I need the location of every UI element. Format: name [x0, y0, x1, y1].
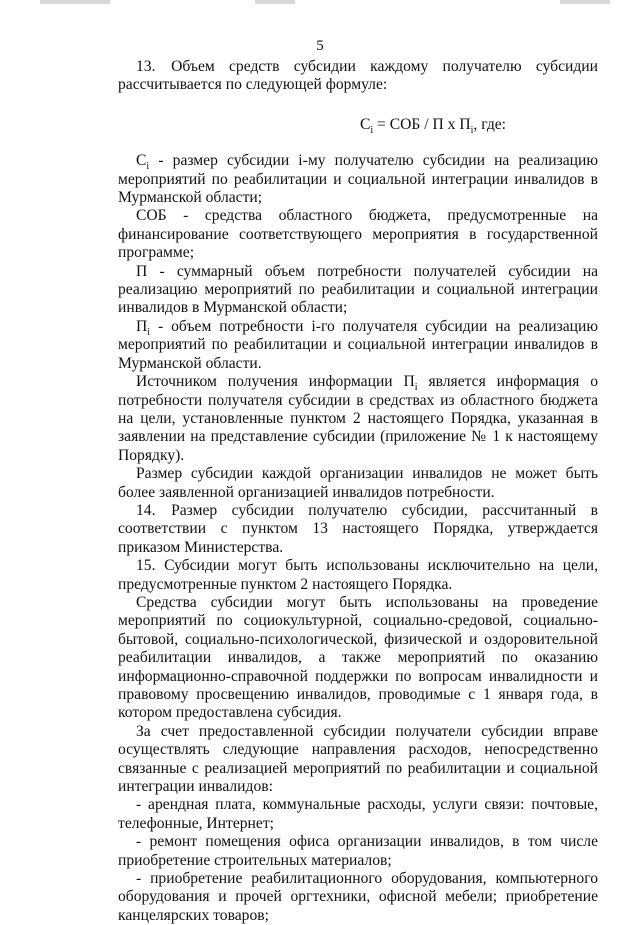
item-14: 14. Размер субсидии получателю субсидии, рассчитанный в соответствии с пунктом 13 настоящего Порядка, утверждается приказом Министерства. [118, 501, 598, 556]
item-15-usage: Средства субсидии могут быть использованы на проведение мероприятий по социокультурной, социально-средовой, социально-бытовой, социально-психологической, физической и оздоровительной реабилитации инвалидов, а также мероприятий по оказанию информационно-справочной поддержки по вопросам инвалидности и правовому просвещению инвалидов, проводимые с 1 января года, в котором предоставлена субсидия. [118, 593, 598, 722]
item-15-intro: 15. Субсидии могут быть использованы исключительно на цели, предусмотренные пунктом 2 настоящего Порядка. [118, 557, 598, 593]
item-15-directions: За счет предоставленной субсидии получатели субсидии вправе осуществлять следующие направления расходов, непосредственно связанные с реализацией мероприятий по реабилитации и социальной интеграции инвалидов: [118, 722, 598, 796]
definition-p: П - суммарный объем потребности получателей субсидии на реализацию мероприятий по реабилитации и социальной интеграции инвалидов в Мурманской области; [118, 262, 598, 317]
document-body [118, 58, 598, 925]
definition-sob: СОБ - средства областного бюджета, предусмотренные на финансирование соответствующего мероприятия в государственной программе; [118, 207, 598, 262]
information-source: Источником получения информации $П_i$ является информация о потребности получателя субсидии в средствах из областного бюджета на цели, установленные пунктом 2 настоящего Порядка, указанная в заявлении на представление субсидии (приложение № 1 к настоящему Порядку). [118, 373, 598, 464]
list-item: - приобретение реабилитационного оборудования, компьютерного оборудования и прочей оргтехники, офисной мебели; приобретение канцелярских товаров; [118, 870, 598, 924]
formula: $C_i$ = СОБ / П х $П_i$, где: [359, 115, 507, 136]
item-13-intro: 13. Объем средств субсидии каждому получателю субсидии рассчитывается по следующей формуле: [118, 58, 598, 94]
subsidy-limit: Размер субсидии каждой организации инвалидов не может быть более заявленной организацией инвалидов потребности. [118, 465, 598, 501]
list-item: - арендная плата, коммунальные расходы, услуги связи: почтовые, телефонные, Интернет; [118, 796, 598, 832]
scan-top-edge [0, 0, 640, 8]
list-item: - ремонт помещения офиса организации инвалидов, в том числе приобретение строительных материалов; [118, 833, 598, 869]
definition-pi: $П_i$ - объем потребности i-го получателя субсидии на реализацию мероприятий по реабилитации и социальной интеграции инвалидов в Мурманской области. [118, 317, 598, 372]
definition-ci: $C_i$ - размер субсидии i-му получателю субсидии на реализацию мероприятий по реабилитации и социальной интеграции инвалидов в Мурманской области; [118, 152, 598, 207]
page-number: 5 [316, 38, 324, 54]
